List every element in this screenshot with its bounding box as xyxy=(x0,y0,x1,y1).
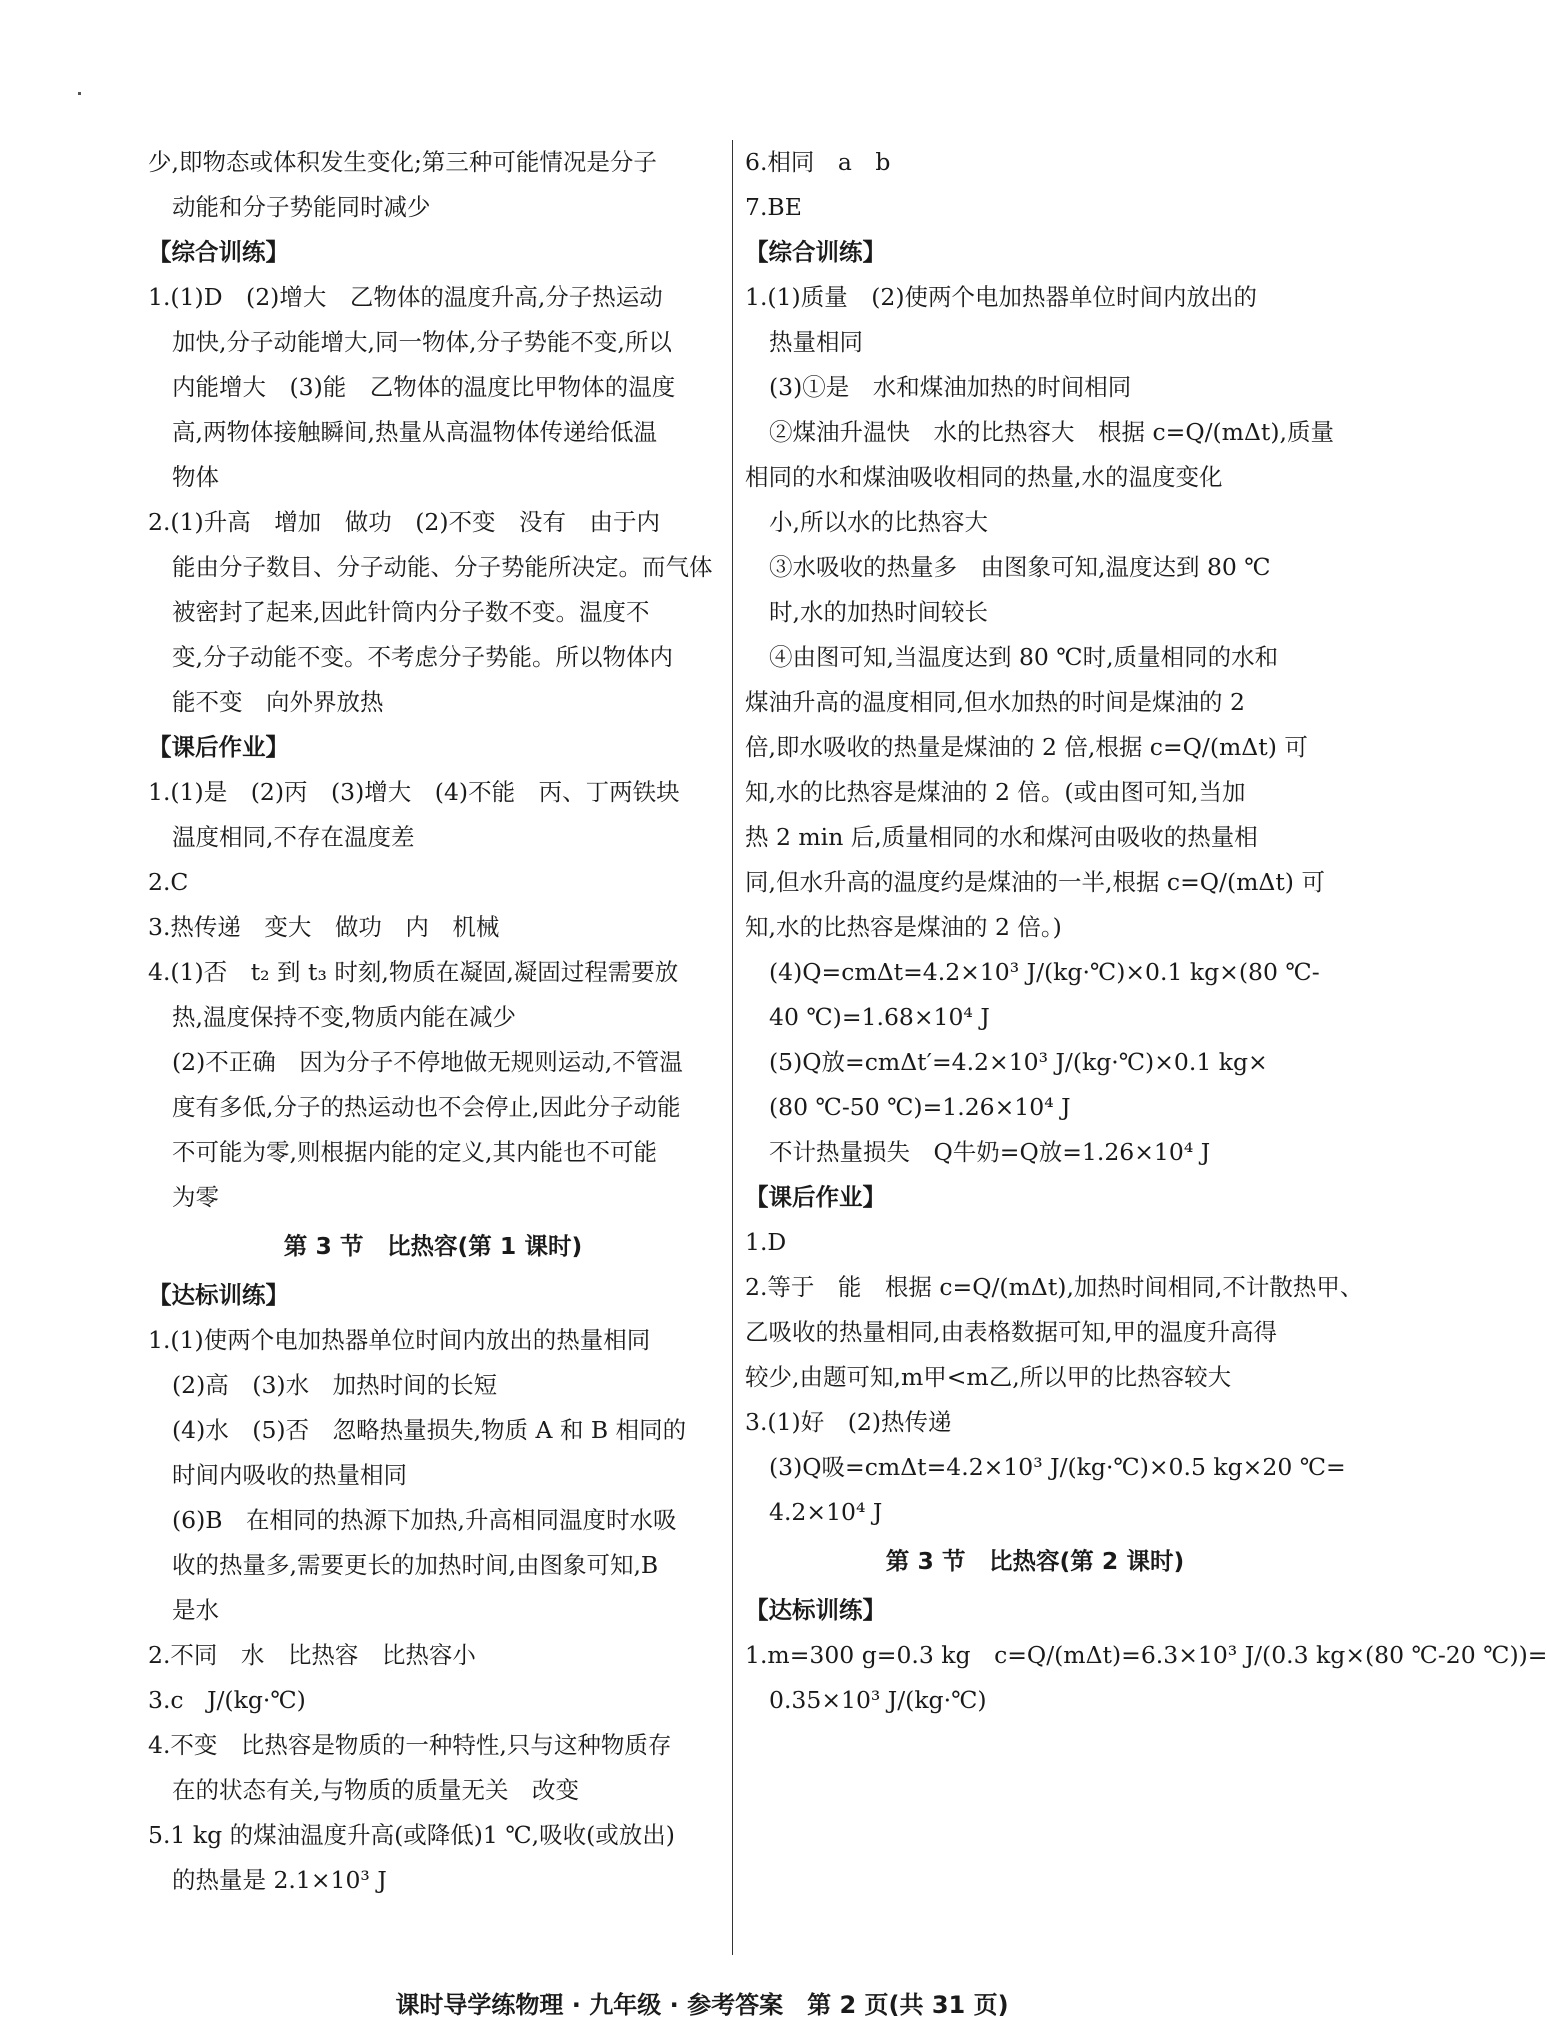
answer-line: 在的状态有关,与物质的质量无关 改变 xyxy=(172,1776,579,1804)
subsection-title: 第 3 节 比热容(第 2 课时) xyxy=(885,1547,1185,1575)
answer-line: 的热量是 2.1×10³ J xyxy=(172,1866,387,1894)
answer-line: 能由分子数目、分子动能、分子势能所决定。而气体 xyxy=(172,553,713,581)
answer-line: 高,两物体接触瞬间,热量从高温物体传递给低温 xyxy=(172,418,657,446)
answer-line: ②煤油升温快 水的比热容大 根据 c=Q/(mΔt),质量 xyxy=(769,418,1335,446)
answer-line: 倍,即水吸收的热量是煤油的 2 倍,根据 c=Q/(mΔt) 可 xyxy=(745,733,1308,761)
answer-line: 2.不同 水 比热容 比热容小 xyxy=(148,1641,476,1669)
answer-line: 2.C xyxy=(148,868,189,896)
answer-line: 3.热传递 变大 做功 内 机械 xyxy=(148,913,500,941)
section-heading: 【综合训练】 xyxy=(148,238,289,266)
answer-line: (3)①是 水和煤油加热的时间相同 xyxy=(769,373,1132,401)
answer-line: (80 ℃-50 ℃)=1.26×10⁴ J xyxy=(769,1093,1071,1121)
answer-line: 乙吸收的热量相同,由表格数据可知,甲的温度升高得 xyxy=(745,1318,1277,1346)
answer-line: 收的热量多,需要更长的加热时间,由图象可知,B xyxy=(172,1551,659,1579)
answer-line: 知,水的比热容是煤油的 2 倍。) xyxy=(745,913,1062,941)
corner-mark xyxy=(78,92,81,95)
answer-line: ④由图可知,当温度达到 80 ℃时,质量相同的水和 xyxy=(769,643,1279,671)
column-divider xyxy=(732,140,733,1955)
answer-line: 度有多低,分子的热运动也不会停止,因此分子动能 xyxy=(172,1093,681,1121)
answer-line: 1.(1)是 (2)丙 (3)增大 (4)不能 丙、丁两铁块 xyxy=(148,778,680,806)
answer-line: 温度相同,不存在温度差 xyxy=(172,823,415,851)
answer-line: 6.相同 a b xyxy=(745,148,891,176)
section-heading: 【综合训练】 xyxy=(745,238,886,266)
answer-line: 7.BE xyxy=(745,193,802,221)
answer-line: 加快,分子动能增大,同一物体,分子势能不变,所以 xyxy=(172,328,672,356)
answer-line: (4)水 (5)否 忽略热量损失,物质 A 和 B 相同的 xyxy=(172,1416,687,1444)
answer-line: (6)B 在相同的热源下加热,升高相同温度时水吸 xyxy=(172,1506,677,1534)
answer-line: 时,水的加热时间较长 xyxy=(769,598,988,626)
answer-line: 变,分子动能不变。不考虑分子势能。所以物体内 xyxy=(172,643,673,671)
answer-line: (2)高 (3)水 加热时间的长短 xyxy=(172,1371,498,1399)
answer-line: 同,但水升高的温度约是煤油的一半,根据 c=Q/(mΔt) 可 xyxy=(745,868,1325,896)
answer-line: (5)Q放=cmΔt′=4.2×10³ J/(kg·℃)×0.1 kg× xyxy=(769,1048,1268,1076)
answer-line: 1.(1)D (2)增大 乙物体的温度升高,分子热运动 xyxy=(148,283,663,311)
answer-line: 2.(1)升高 增加 做功 (2)不变 没有 由于内 xyxy=(148,508,660,536)
answer-line: 相同的水和煤油吸收相同的热量,水的温度变化 xyxy=(745,463,1223,491)
answer-line: 物体 xyxy=(172,463,219,491)
answer-line: 1.(1)使两个电加热器单位时间内放出的热量相同 xyxy=(148,1326,651,1354)
section-heading: 【课后作业】 xyxy=(148,733,289,761)
answer-line: 内能增大 (3)能 乙物体的温度比甲物体的温度 xyxy=(172,373,676,401)
answer-line: (3)Q吸=cmΔt=4.2×10³ J/(kg·℃)×0.5 kg×20 ℃= xyxy=(769,1453,1346,1481)
answer-line: 1.(1)质量 (2)使两个电加热器单位时间内放出的 xyxy=(745,283,1257,311)
answer-line: 热量相同 xyxy=(769,328,863,356)
answer-line: 为零 xyxy=(172,1183,219,1211)
answer-line: (4)Q=cmΔt=4.2×10³ J/(kg·℃)×0.1 kg×(80 ℃- xyxy=(769,958,1320,986)
answer-line: ③水吸收的热量多 由图象可知,温度达到 80 ℃ xyxy=(769,553,1271,581)
answer-line: 不可能为零,则根据内能的定义,其内能也不可能 xyxy=(172,1138,657,1166)
answer-line: 5.1 kg 的煤油温度升高(或降低)1 ℃,吸收(或放出) xyxy=(148,1821,675,1849)
answer-line: 3.c J/(kg·℃) xyxy=(148,1686,306,1714)
answer-line: 不计热量损失 Q牛奶=Q放=1.26×10⁴ J xyxy=(769,1138,1211,1166)
answer-line: 4.(1)否 t₂ 到 t₃ 时刻,物质在凝固,凝固过程需要放 xyxy=(148,958,679,986)
page-footer: 课时导学练物理 · 九年级 · 参考答案 第 2 页(共 31 页) xyxy=(395,1991,1009,2019)
answer-line: 小,所以水的比热容大 xyxy=(769,508,988,536)
answer-line: 较少,由题可知,m甲<m乙,所以甲的比热容较大 xyxy=(745,1363,1232,1391)
subsection-title: 第 3 节 比热容(第 1 课时) xyxy=(283,1232,583,1260)
answer-line: 动能和分子势能同时减少 xyxy=(172,193,431,221)
answer-line: 4.2×10⁴ J xyxy=(769,1498,883,1526)
answer-line: 能不变 向外界放热 xyxy=(172,688,384,716)
answer-line: 被密封了起来,因此针筒内分子数不变。温度不 xyxy=(172,598,650,626)
left-column xyxy=(148,140,718,1930)
answer-line: 3.(1)好 (2)热传递 xyxy=(745,1408,952,1436)
answer-line: 知,水的比热容是煤油的 2 倍。(或由图可知,当加 xyxy=(745,778,1246,806)
answer-line: 热 2 min 后,质量相同的水和煤河由吸收的热量相 xyxy=(745,823,1258,851)
answer-line: 1.m=300 g=0.3 kg c=Q/(mΔt)=6.3×10³ J/(0.3 kg×(80 ℃-20 ℃))= xyxy=(745,1641,1547,1669)
answer-line: 少,即物态或体积发生变化;第三种可能情况是分子 xyxy=(148,148,657,176)
answer-line: 0.35×10³ J/(kg·℃) xyxy=(769,1686,987,1714)
answer-line: 时间内吸收的热量相同 xyxy=(172,1461,407,1489)
answer-line: 1.D xyxy=(745,1228,787,1256)
answer-line: 2.等于 能 根据 c=Q/(mΔt),加热时间相同,不计散热甲、 xyxy=(745,1273,1364,1301)
answer-line: (2)不正确 因为分子不停地做无规则运动,不管温 xyxy=(172,1048,683,1076)
right-column xyxy=(745,140,1547,1930)
answer-line: 热,温度保持不变,物质内能在减少 xyxy=(172,1003,516,1031)
answer-line: 40 ℃)=1.68×10⁴ J xyxy=(769,1003,990,1031)
section-heading: 【达标训练】 xyxy=(745,1596,886,1624)
answer-line: 是水 xyxy=(172,1596,219,1624)
section-heading: 【达标训练】 xyxy=(148,1281,289,1309)
section-heading: 【课后作业】 xyxy=(745,1183,886,1211)
answer-line: 4.不变 比热容是物质的一种特性,只与这种物质存 xyxy=(148,1731,672,1759)
answer-line: 煤油升高的温度相同,但水加热的时间是煤油的 2 xyxy=(745,688,1245,716)
